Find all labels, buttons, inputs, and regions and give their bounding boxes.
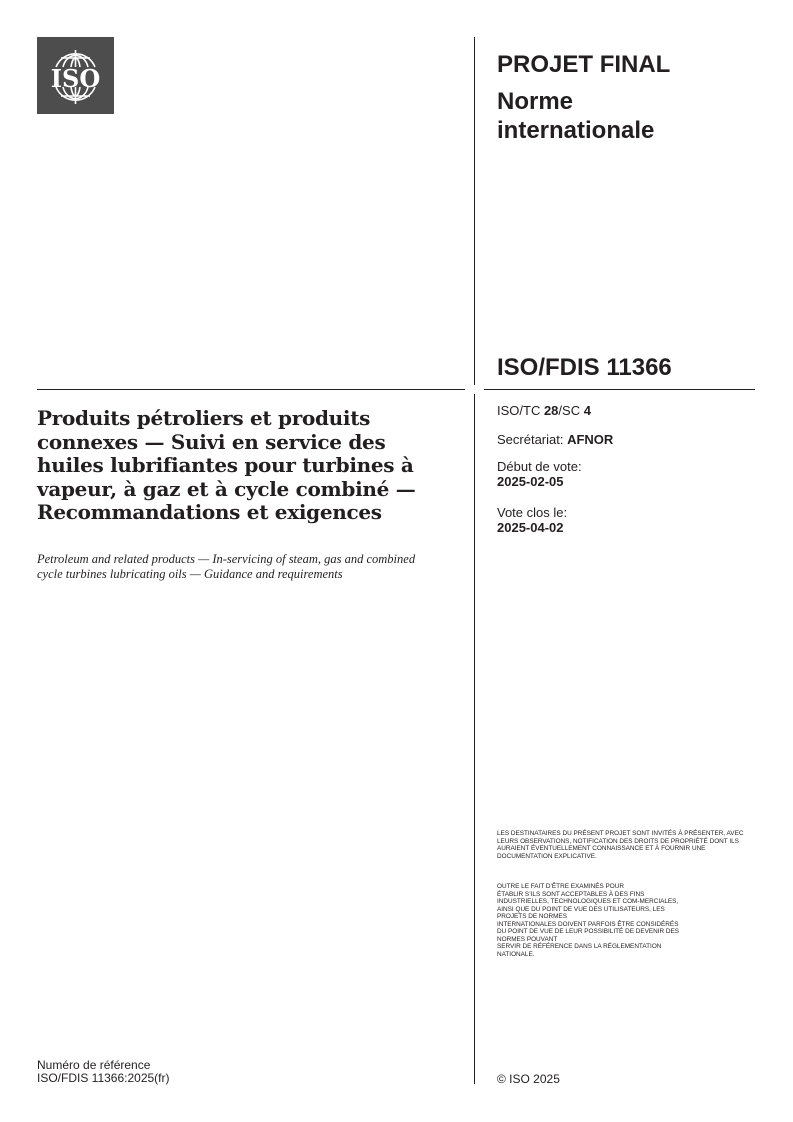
secretariat-value: AFNOR [567, 432, 614, 447]
notice-text-1: LES DESTINATAIRES DU PRÉSENT PROJET SONT INVITÉS À PRÉSENTER, AVEC LEURS OBSERVATIONS, NOTIFICATION DES DROITS DE PROPRIÉTÉ DONT ILS AURAIENT ÉVENTUELLEMENT CONNAISSANCE ET À FOURNIR UNE DOCUMENTATION EXPLICATIVE. [497, 830, 744, 860]
notice-line: PROJETS DE NORMES [497, 913, 567, 920]
iso-logo [37, 37, 114, 114]
committee-reference [497, 403, 747, 418]
vertical-divider-bottom [474, 394, 475, 1084]
committee-prefix: ISO/TC [497, 403, 544, 418]
committee-sc-number: 4 [583, 403, 591, 418]
notice-line: SERVIR DE RÉFÉRENCE DANS LA RÉGLEMENTATION [497, 943, 662, 950]
notice-line: DU POINT DE VUE DE LEUR POSSIBILITÉ DE DEVENIR DES [497, 928, 680, 935]
copyright: © ISO 2025 [497, 1072, 560, 1086]
iso-globe-logo-icon [37, 37, 114, 114]
svg-text:ISO: ISO [50, 64, 101, 93]
notice-paragraph-2 [497, 883, 757, 958]
document-status: PROJET FINAL [497, 51, 671, 78]
committee-mid: /SC [558, 403, 584, 418]
vote-end [497, 505, 747, 535]
document-number: ISO/FDIS 11366 [497, 354, 672, 381]
title-english: Petroleum and related products — In-servicing of steam, gas and combined cycle turbines lubricating oils — Guidance and requirements [37, 552, 416, 581]
committee-tc-number: 28 [543, 403, 559, 418]
vote-start-label: Début de vote: [497, 459, 582, 474]
vote-start [497, 459, 747, 489]
vote-start-date: 2025-02-05 [497, 474, 564, 489]
notice-line: INDUSTRIELLES, TECHNOLOGIQUES ET COM-MERCIALES, [497, 898, 679, 905]
vertical-divider-top [474, 37, 475, 385]
secretariat-label: Secrétariat: [497, 432, 568, 447]
notice-paragraph-1 [497, 830, 757, 860]
notice-line: INTERNATIONALES DOIVENT PARFOIS ÊTRE CONSIDÉRÉS [497, 920, 679, 928]
reference-value: ISO/FDIS 11366:2025(fr) [37, 1071, 170, 1085]
secretariat [497, 432, 747, 447]
document-type-line2: internationale [497, 117, 655, 144]
reference-label: Numéro de référence [37, 1058, 151, 1072]
reference-number [37, 1059, 170, 1085]
notice-line: NATIONALE. [497, 950, 535, 958]
notice-line: NORMES POUVANT [497, 935, 558, 943]
vote-end-label: Vote clos le: [497, 505, 568, 520]
horizontal-rule-left [37, 389, 465, 390]
vote-end-date: 2025-04-02 [497, 520, 564, 535]
document-type-line1: Norme [497, 88, 574, 115]
document-type [497, 87, 737, 145]
title-french: Produits pétroliers et produits connexes — Suivi en service des huiles lubrifiantes pour turbines à vapeur, à gaz et à cycle combiné — Recommandations et exigences [37, 406, 416, 524]
notice-line: ÉTABLIR S’ILS SONT ACCEPTABLES À DES FINS [497, 890, 645, 898]
horizontal-rule-right [484, 389, 755, 390]
notice-line: OUTRE LE FAIT D’ÊTRE EXAMINÉS POUR [497, 883, 625, 890]
notice-line: AINSI QUE DU POINT DE VUE DES UTILISATEURS, LES [497, 905, 665, 913]
